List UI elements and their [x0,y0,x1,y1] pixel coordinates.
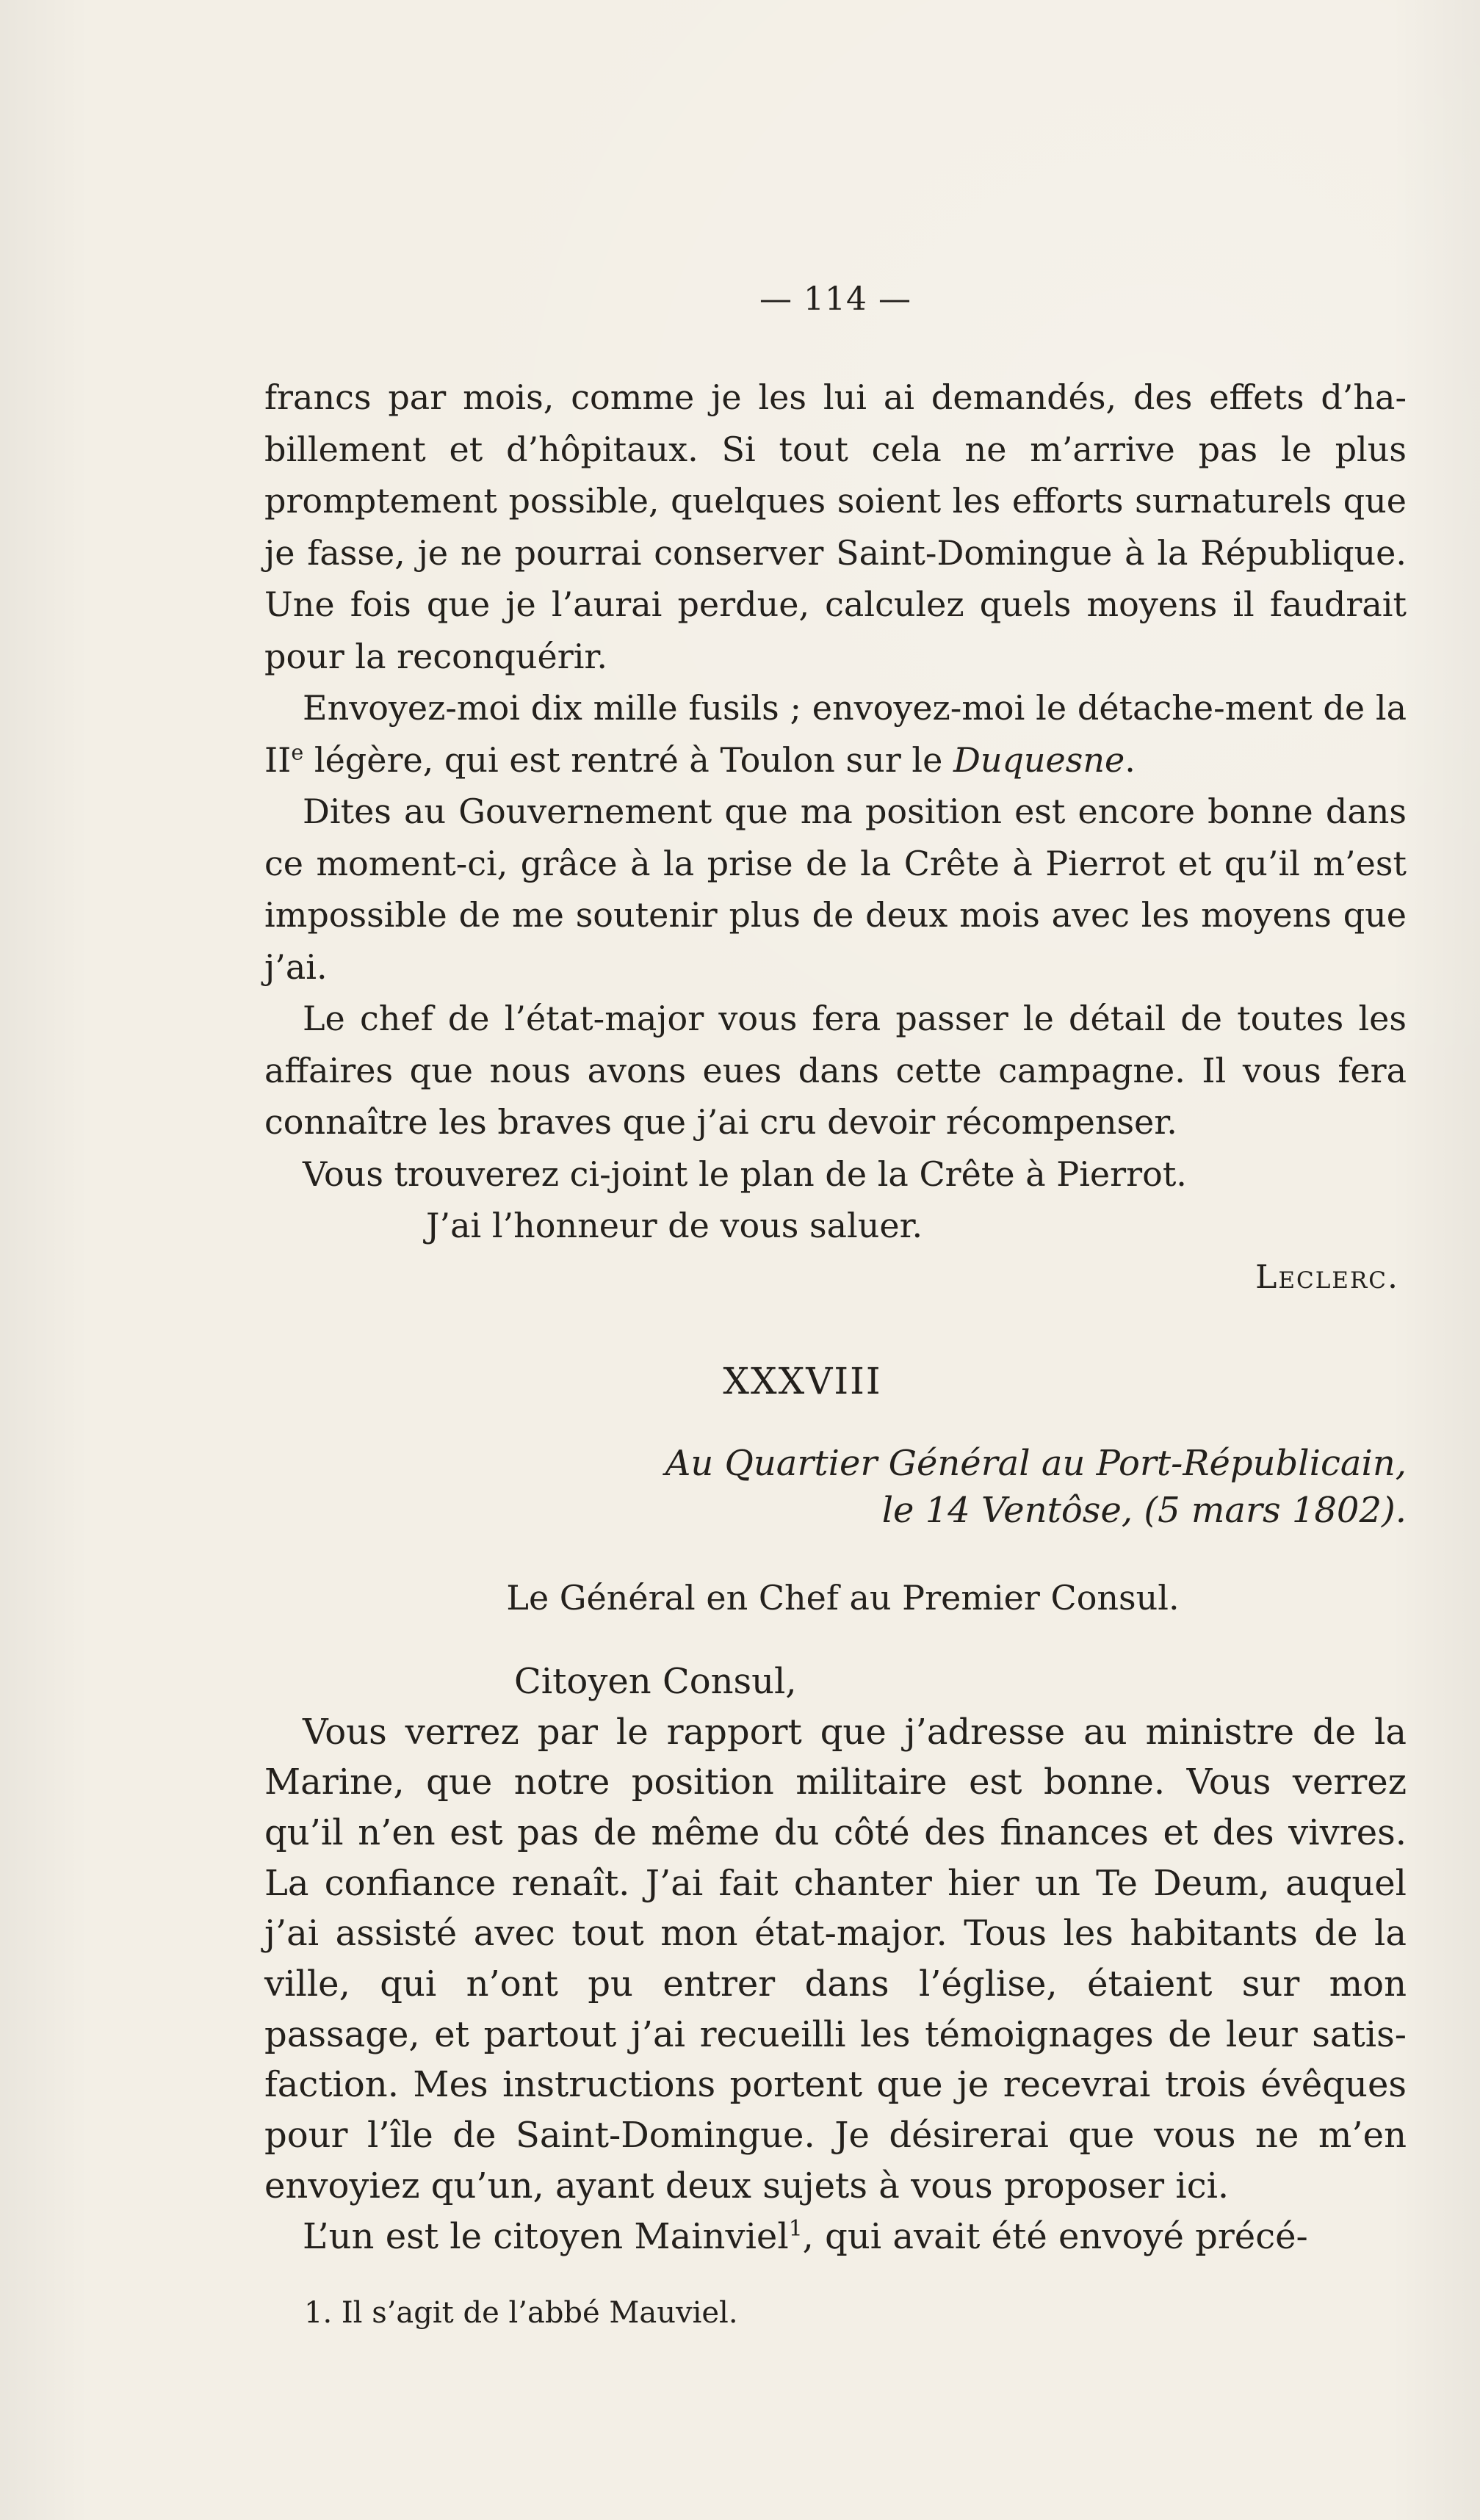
paragraph-fusils-superscript: e [291,740,304,765]
signature-leclerc: Leclerc. [1255,1258,1399,1296]
paragraph-fusils-text-start: Envoyez-moi dix mille fusils ; envoyez-moi le détache-ment de la II [264,688,1407,780]
letter-place-date [264,1440,1407,1534]
letter-greeting: Citoyen Consul, [514,1660,797,1702]
closing-salutation: J’ai l’honneur de vous saluer. [426,1206,923,1245]
paragraph-continuation: francs par mois, comme je les lui ai demandés, des effets d’ha-billement et d’hôpitaux. Si tout cela ne m’arrive pas le plus promptement possible, quelques soient les efforts surnaturels que je fasse, je ne pourrai conserver Saint-Domingue à la République. Une fois que je l’aurai perdue, calculez quels moyens il faudrait pour la reconquérir. [264,377,1407,676]
paragraph-fusils-text-middle: légère, qui est rentré à Toulon sur le [303,739,953,780]
page-number: — 114 — [759,280,912,318]
letter-heading: Le Général en Chef au Premier Consul. [506,1577,1180,1618]
paragraph-fusils-text-end: . [1125,739,1136,780]
footnote-marker: 1 [788,2215,803,2242]
paragraph-gouvernement: Dites au Gouvernement que ma position est encore bonne dans ce moment-ci, grâce à la prise de la Crête à Pierrot et qu’il m’est impossible de me soutenir plus de deux mois avec les moyens que j’ai. [264,792,1407,987]
letter-place: Au Quartier Général au Port-Républicain, [665,1442,1407,1484]
letter-paragraph-2-start: L’un est le citoyen Mainviel [303,2215,789,2257]
ship-name-duquesne: Duquesne [953,739,1125,780]
paragraph-fusils [264,682,1407,786]
paragraph-plan: Vous trouverez ci-joint le plan de la Crête à Pierrot. [303,1154,1187,1194]
letter-paragraph-2-end: , qui avait été envoyé précé- [802,2215,1308,2257]
letter-paragraph-1: Vous verrez par le rapport que j’adresse au ministre de la Marine, que notre position militaire est bonne. Vous verrez qu’il n’en est pas de même du côté des finances et des vivres. La confiance renaît. J’ai fait chanter hier un Te Deum, auquel j’ai assisté avec tout mon état-major. Tous les habitants de la ville, qui n’ont pu entrer dans l’église, étaient sur mon passage, et partout j’ai recueilli les témoignages de leur satis-faction. Mes instructions portent que je recevrai trois évêques pour l’île de Saint-Domingue. Je désirerai que vous ne m’en envoyiez qu’un, ayant deux sujets à vous proposer ici. [264,1711,1407,2206]
footnote: 1. Il s’agit de l’abbé Mauviel. [304,2296,738,2331]
text-column [264,279,1407,2333]
letter-number: XXXVIII [723,1359,882,1402]
paragraph-etat-major: Le chef de l’état-major vous fera passer le détail de toutes les affaires que nous avons eues dans cette campagne. Il vous fera connaître les braves que j’ai cru devoir récompenser. [264,999,1407,1142]
letter-paragraph-2 [264,2212,1407,2262]
letter-date: le 14 Ventôse, (5 mars 1802). [881,1489,1407,1531]
